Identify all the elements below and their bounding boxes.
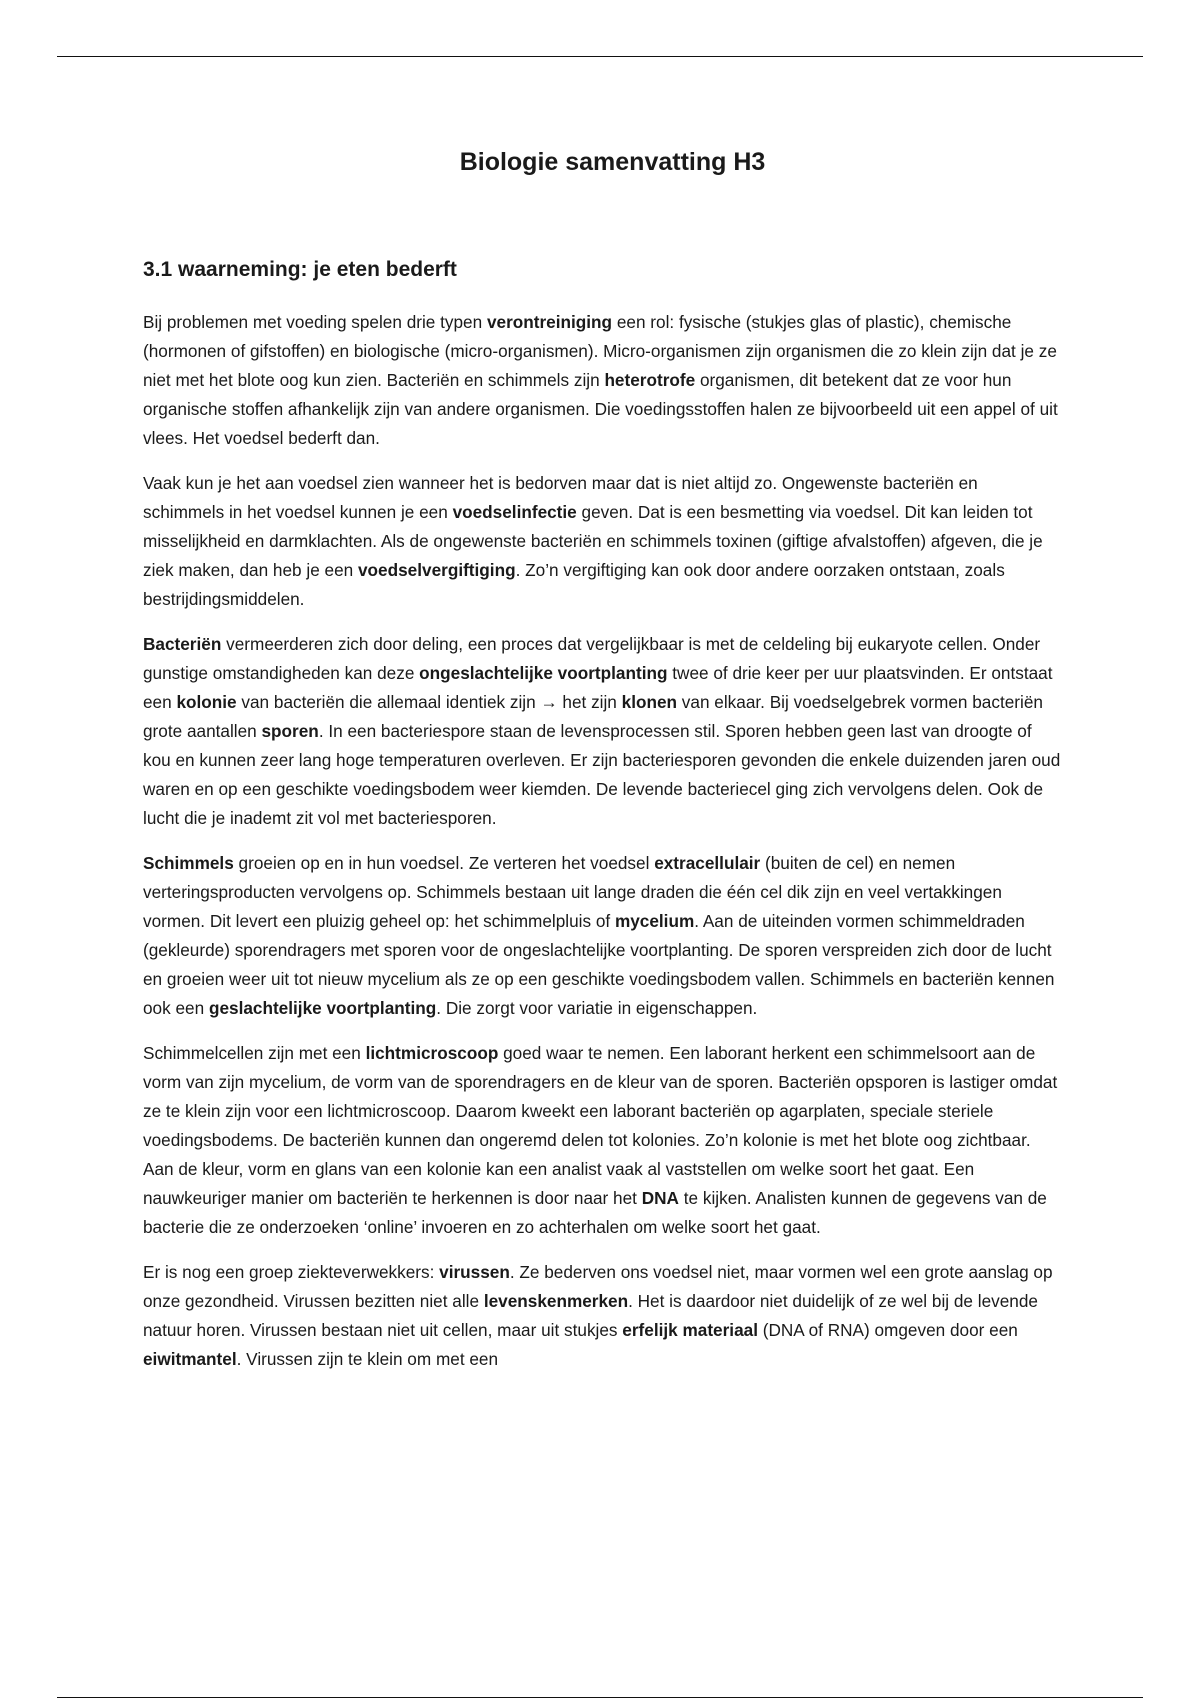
bold-term: lichtmicroscoop — [365, 1043, 499, 1063]
text-run: Er is nog een groep ziekteverwekkers: — [143, 1262, 440, 1282]
text-run: Bij problemen met voeding spelen drie typen — [143, 312, 487, 332]
bold-term: levenskenmerken — [483, 1291, 629, 1311]
bold-term: kolonie — [176, 692, 237, 712]
paragraph — [143, 1258, 1063, 1374]
paragraph — [143, 308, 1063, 453]
text-run: . Aan de uiteinden vormen schimmeldraden (gekleurde) sporendragers met sporen voor de ongeslachtelijke voortplanting. De sporen verspreiden zich door de lucht en groeien weer uit tot nieuw mycelium als ze op een geschikte voedingsbodem vallen. Schimmels en bacteriën kennen ook een — [143, 911, 1055, 1018]
bold-term: extracellulair — [654, 853, 761, 873]
text-run: twee of drie keer per uur plaatsvinden. Er ontstaat een — [143, 663, 1053, 712]
paragraph — [143, 630, 1063, 833]
text-run: (buiten de cel) en nemen verteringsproducten vervolgens op. Schimmels bestaan uit lange draden die één cel dik zijn en veel vertakkingen vormen. Dit levert een pluizig geheel op: het schimmelpluis of — [143, 853, 1002, 931]
text-run: van bacteriën die allemaal identiek zijn → het zijn — [236, 692, 622, 712]
bold-term: sporen — [261, 721, 319, 741]
bold-term: erfelijk materiaal — [622, 1320, 758, 1340]
text-run: . Zo’n vergiftiging kan ook door andere oorzaken ontstaan, zoals bestrijdingsmiddelen. — [143, 560, 1005, 609]
text-run: . Het is daardoor niet duidelijk of ze wel bij de levende natuur horen. Virussen bestaan niet uit cellen, maar uit stukjes — [143, 1291, 1038, 1340]
body-text — [143, 308, 1063, 1390]
text-run: goed waar te nemen. Een laborant herkent een schimmelsoort aan de vorm van zijn mycelium, de vorm van de sporendragers en de kleur van de sporen. Bacteriën opsporen is lastiger omdat ze te klein zijn voor een lichtmicroscoop. Daarom kweekt een laborant bacteriën op agarplaten, speciale steriele voedingsbodems. De bacteriën kunnen dan ongeremd delen tot kolonies. Zo’n kolonie is met het blote oog zichtbaar. Aan de kleur, vorm en glans van een kolonie kan een analist vaak al vaststellen om welke soort het gaat. Een nauwkeuriger manier om bacteriën te herkennen is door naar het — [143, 1043, 1058, 1208]
section-heading: 3.1 waarneming: je eten bederft — [143, 258, 457, 281]
text-run: . Die zorgt voor variatie in eigenschappen. — [436, 998, 758, 1018]
bold-term: heterotrofe — [604, 370, 696, 390]
header-rule — [57, 56, 1143, 57]
text-run: geven. Dat is een besmetting via voedsel. Dit kan leiden tot misselijkheid en darmklachten. Als de ongewenste bacteriën en schimmels toxinen (giftige afvalstoffen) afgeven, die je ziek maken, dan heb je een — [143, 502, 1043, 580]
bold-term: verontreiniging — [486, 312, 613, 332]
paragraph — [143, 469, 1063, 614]
text-run: een rol: fysische (stukjes glas of plastic), chemische (hormonen of gifstoffen) en biologische (micro-organismen). Micro-organismen zijn organismen die zo klein zijn dat je ze niet met het blote oog kun zien. Bacteriën en schimmels zijn — [143, 312, 1057, 390]
bold-term: virussen — [439, 1262, 510, 1282]
text-run: . In een bacteriespore staan de levensprocessen stil. Sporen hebben geen last van droogte of kou en kunnen zeer lang hoge temperaturen overleven. Er zijn bacteriesporen gevonden die enkele duizenden jaren oud waren en op een geschikte voedingsbodem weer kiemden. De levende bacteriecel ging zich vervolgens delen. Ook de lucht die je inademt zit vol met bacteriesporen. — [143, 721, 1061, 828]
text-run: Vaak kun je het aan voedsel zien wanneer het is bedorven maar dat is niet altijd zo. Ongewenste bacteriën en schimmels in het voedsel kunnen je een — [143, 473, 978, 522]
footer-rule — [57, 1697, 1143, 1698]
bold-term: voedselinfectie — [452, 502, 577, 522]
bold-term: Bacteriën — [143, 634, 222, 654]
text-run: . Ze bederven ons voedsel niet, maar vormen wel een grote aanslag op onze gezondheid. Virussen bezitten niet alle — [143, 1262, 1053, 1311]
bold-term: voedselvergiftiging — [358, 560, 516, 580]
bold-term: eiwitmantel — [143, 1349, 237, 1369]
bold-term: DNA — [641, 1188, 679, 1208]
paragraph — [143, 1039, 1063, 1242]
bold-term: klonen — [621, 692, 678, 712]
text-run: van elkaar. Bij voedselgebrek vormen bacteriën grote aantallen — [143, 692, 1043, 741]
text-run: groeien op en in hun voedsel. Ze verteren het voedsel — [233, 853, 655, 873]
paragraph — [143, 849, 1063, 1023]
text-run: . Virussen zijn te klein om met een — [236, 1349, 499, 1369]
text-run: organismen, dit betekent dat ze voor hun organische stoffen afhankelijk zijn van andere organismen. Die voedingsstoffen halen ze bijvoorbeeld uit een appel of uit vlees. Het voedsel bederft dan. — [143, 370, 1058, 448]
bold-term: ongeslachtelijke voortplanting — [419, 663, 668, 683]
text-run: te kijken. Analisten kunnen de gegevens van de bacterie die ze onderzoeken ‘online’ invoeren en zo achterhalen om welke soort het gaat. — [143, 1188, 1047, 1237]
bold-term: mycelium — [614, 911, 695, 931]
document-title: Biologie samenvatting H3 — [459, 148, 766, 176]
text-run: vermeerderen zich door deling, een proces dat vergelijkbaar is met de celdeling bij eukaryote cellen. Onder gunstige omstandigheden kan deze — [143, 634, 1041, 683]
bold-term: Schimmels — [143, 853, 234, 873]
text-run: (DNA of RNA) omgeven door een — [757, 1320, 1018, 1340]
text-run: Schimmelcellen zijn met een — [143, 1043, 366, 1063]
bold-term: geslachtelijke voortplanting — [208, 998, 437, 1018]
